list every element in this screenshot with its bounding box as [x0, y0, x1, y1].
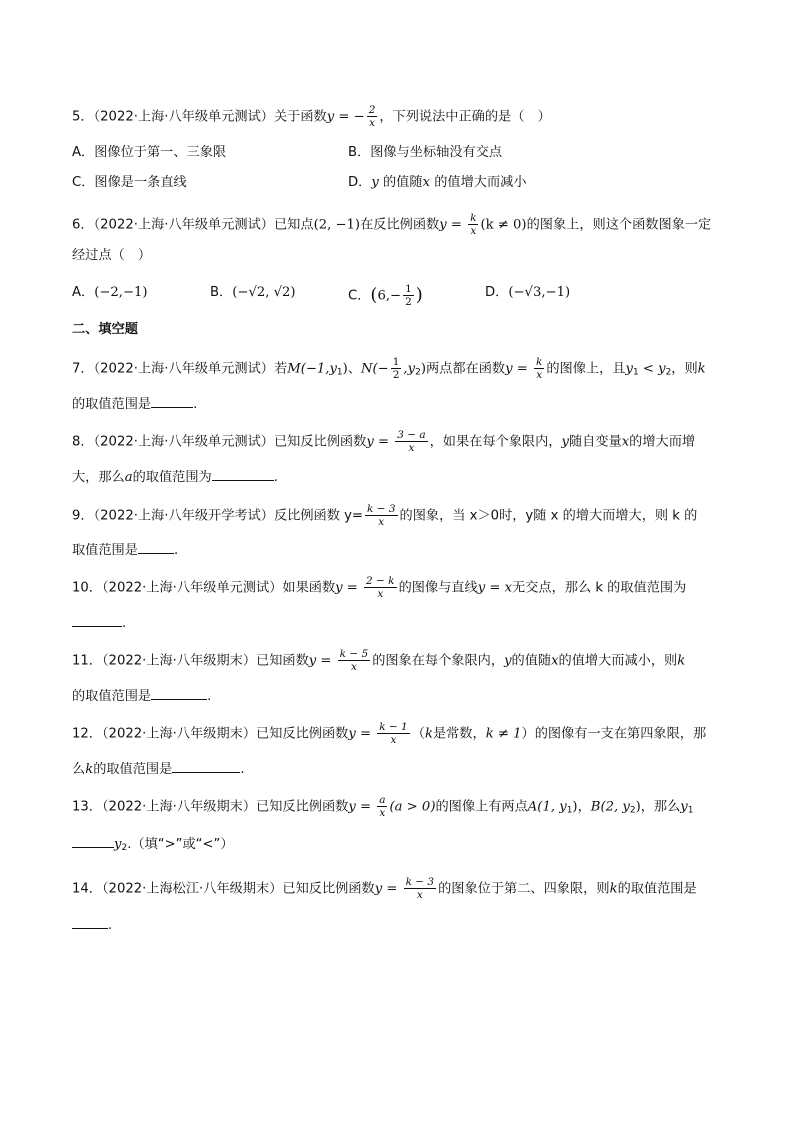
- question-13: [72, 794, 693, 821]
- question-text: 的值增大而减小，则: [558, 653, 678, 669]
- question-number: 10．: [72, 580, 102, 596]
- q6-option-d: [485, 283, 570, 303]
- condition: (a > 0): [389, 799, 436, 815]
- function-var: y: [374, 881, 383, 897]
- option-label: D．: [348, 175, 372, 190]
- q5-option-d: [348, 173, 527, 193]
- variable: x: [621, 434, 630, 450]
- question-text: ）的图像有一支在第四象限，那: [521, 726, 707, 742]
- question-text: 取值范围是: [72, 543, 138, 558]
- question-text: 么: [72, 762, 86, 777]
- variable: y: [114, 837, 122, 852]
- variable: y: [561, 434, 569, 450]
- variable: k: [697, 361, 706, 377]
- question-number: 5．: [72, 109, 94, 125]
- question-number: 7．: [72, 361, 94, 377]
- question-text: 是常数，: [432, 726, 486, 742]
- question-text: ，则: [671, 361, 698, 377]
- variable: y: [625, 361, 633, 377]
- question-text: 的取值范围为: [132, 470, 212, 485]
- answer-blank[interactable]: [138, 539, 174, 554]
- q6-option-c: [348, 283, 423, 308]
- question-text: 已知反比例函数: [282, 881, 375, 897]
- question-text: 若: [274, 361, 288, 377]
- question-text: 的图像上，且: [546, 361, 626, 377]
- option-label: A．: [72, 145, 95, 160]
- period: .: [207, 689, 212, 704]
- function-var: y: [366, 434, 374, 450]
- paren-close: ): [635, 799, 641, 815]
- period: .: [108, 918, 113, 933]
- equals-sign: =: [355, 799, 376, 815]
- question-text: 已知反比例函数: [256, 799, 349, 815]
- variable: k: [677, 653, 686, 669]
- question-source: （2022·上海·八年级期末）: [101, 653, 257, 669]
- question-text: 已知反比例函数: [274, 434, 367, 450]
- answer-blank[interactable]: [72, 612, 122, 627]
- subscript: 2: [629, 805, 636, 816]
- fraction: [367, 104, 378, 129]
- denominator: x: [408, 442, 415, 454]
- subscript: 1: [632, 367, 639, 378]
- function-var: y: [505, 361, 513, 377]
- question-text: 的增大而增: [629, 434, 696, 450]
- question-number: 12．: [72, 726, 102, 742]
- question-source: （2022·上海·八年级期末）: [101, 726, 257, 742]
- point-n-y: ,y: [403, 361, 416, 377]
- option-text: 的值增大而减小: [430, 175, 527, 190]
- question-13-line2: [72, 833, 234, 858]
- numerator: k − 1: [379, 721, 408, 733]
- point-n: N(−: [361, 361, 389, 377]
- numerator: k: [470, 212, 477, 224]
- numerator: k − 3: [405, 876, 435, 888]
- section-title: 二、填空题: [72, 322, 138, 337]
- fraction: [377, 721, 410, 746]
- question-7-line2: [72, 393, 197, 415]
- variable: y: [371, 175, 379, 190]
- equals-sign: =: [342, 580, 363, 596]
- question-number: 6．: [72, 217, 94, 233]
- numerator: 2: [368, 104, 376, 116]
- subscript: 1: [687, 805, 694, 816]
- option-label: A．: [72, 285, 95, 300]
- period: .: [273, 470, 278, 485]
- variable: a: [124, 470, 133, 485]
- variable: k: [85, 762, 94, 777]
- q6-option-a: [72, 283, 148, 303]
- fraction: [377, 794, 387, 819]
- equals-sign: =: [512, 361, 532, 377]
- question-9-line2: [72, 539, 178, 561]
- denominator: x: [350, 661, 357, 673]
- question-text: 无交点，那么 k 的取值范围为: [512, 580, 687, 596]
- question-text: 的图像上有两点: [435, 799, 528, 815]
- function-var: y: [335, 580, 343, 596]
- question-10: [72, 575, 686, 600]
- function-var: y: [326, 109, 335, 125]
- question-text: 的取值范围是: [93, 762, 173, 777]
- option-label: C．: [72, 175, 95, 190]
- subscript: 2: [121, 843, 128, 853]
- question-source: （2022·上海·八年级单元测试）: [93, 434, 274, 450]
- question-number: 13．: [72, 799, 102, 815]
- period: .: [122, 616, 127, 631]
- question-text: 如果函数: [282, 580, 336, 596]
- subscript: 2: [415, 367, 421, 378]
- question-text: 大，那么: [72, 470, 125, 485]
- question-text: 在反比例函数: [360, 217, 440, 233]
- denominator: x: [378, 516, 385, 528]
- function-var: y: [348, 799, 356, 815]
- question-source: （2022·上海·八年级单元测试）: [101, 580, 283, 596]
- question-number: 11．: [72, 653, 102, 669]
- question-text: 已知函数: [256, 653, 309, 669]
- answer-blank[interactable]: [172, 758, 240, 773]
- paren-close: ): [572, 799, 578, 815]
- question-7: [72, 356, 706, 383]
- q5-option-a: [72, 143, 226, 163]
- variable: k: [609, 881, 618, 897]
- fraction: [403, 283, 414, 308]
- question-text: 的取值范围是: [617, 881, 697, 897]
- denominator: 2: [392, 369, 400, 381]
- equals-sign: =: [316, 653, 336, 669]
- question-text: 的取值范围是: [72, 689, 152, 704]
- question-number: 14．: [72, 881, 102, 897]
- answer-blank[interactable]: [212, 466, 274, 481]
- option-text: 图像位于第一、三象限: [94, 145, 227, 160]
- option-text: (−√3,−1): [508, 285, 571, 300]
- fraction: [395, 429, 427, 454]
- question-text: 经过点（ ）: [72, 248, 152, 263]
- subscript: 1: [566, 805, 573, 816]
- answer-blank[interactable]: [151, 685, 207, 700]
- denominator: x: [369, 117, 375, 129]
- question-11-line2: [72, 685, 211, 707]
- option-text: 图像是一条直线: [94, 175, 187, 190]
- question-8: [72, 429, 695, 454]
- subscript: 1: [336, 367, 343, 378]
- line-equation: y = x: [477, 580, 513, 596]
- question-text: 的图像与直线: [398, 580, 478, 596]
- question-9: [72, 503, 697, 528]
- paren-close: ): [415, 284, 423, 306]
- question-text: 关于函数: [274, 109, 327, 125]
- option-text: (−2,−1): [94, 285, 148, 300]
- function-var: y: [308, 653, 317, 669]
- condition: (k ≠ 0): [480, 217, 527, 233]
- question-source: （2022·上海松江·八年级期末）: [101, 881, 283, 897]
- question-text: 已知点: [274, 217, 314, 233]
- point-m: M(−1,y: [287, 361, 337, 377]
- variable: x: [422, 175, 430, 190]
- question-source: （2022·上海·八年级单元测试）: [93, 217, 274, 233]
- option-label: C．: [348, 288, 371, 304]
- question-text: ，那么: [640, 799, 681, 815]
- question-12: [72, 721, 706, 746]
- question-number: 9．: [72, 508, 94, 524]
- question-text: ，如果在每个象限内，: [429, 434, 562, 450]
- option-text: (−√2, √2): [232, 285, 296, 300]
- denominator: x: [390, 734, 397, 746]
- option-label: B．: [210, 285, 233, 300]
- function-var: y: [348, 726, 356, 742]
- denominator: x: [416, 889, 423, 901]
- question-text: （: [411, 726, 425, 742]
- denominator: x: [377, 588, 384, 600]
- fraction: [338, 648, 371, 673]
- fraction: [364, 575, 397, 600]
- question-text: .（填“>”或“<”）: [127, 837, 234, 852]
- period: .: [193, 397, 198, 412]
- denominator: x: [379, 807, 386, 819]
- question-text: 的图象位于第二、四象限，则: [438, 881, 610, 897]
- question-text: 的图象在每个象限内，: [372, 653, 505, 669]
- question-text: 的值随: [511, 653, 552, 669]
- question-source: （2022·上海·八年级单元测试）: [93, 109, 274, 125]
- numerator: k − 3: [366, 503, 396, 515]
- question-6-line2: [72, 246, 151, 266]
- question-text: 反比例函数 y=: [274, 508, 363, 524]
- question-source: （2022·上海·八年级单元测试）: [93, 361, 274, 377]
- point-a: A(1, y: [527, 799, 567, 815]
- point: (2, −1): [313, 217, 361, 233]
- question-text: 随自变量: [568, 434, 622, 450]
- function-var: y: [439, 217, 447, 233]
- equals-sign: =: [382, 881, 402, 897]
- equals-sign: =: [446, 217, 467, 233]
- fraction: [468, 212, 478, 237]
- fraction: [391, 356, 402, 381]
- question-text: 的取值范围是: [72, 397, 152, 412]
- question-11: [72, 648, 685, 673]
- condition: k ≠ 1: [485, 726, 522, 742]
- answer-blank[interactable]: [72, 914, 108, 929]
- question-text: 的图象上，则这个函数图象一定: [526, 217, 712, 233]
- fraction: [365, 503, 398, 528]
- q5-option-c: [72, 173, 187, 193]
- variable: k: [424, 726, 433, 742]
- fraction: [534, 356, 544, 381]
- q6-option-b: [210, 283, 296, 303]
- option-text: 的值随: [378, 175, 423, 190]
- equals-sign: = −: [334, 109, 365, 125]
- question-14-line2: [72, 914, 112, 936]
- question-text: 的图象，当 x＞0时，y随 x 的增大而增大，则 k 的: [399, 508, 698, 524]
- inequality: < y: [638, 361, 666, 377]
- fraction: [404, 876, 437, 901]
- numerator: 2 − k: [366, 575, 395, 587]
- numerator: 1: [405, 283, 412, 295]
- paren-open: (: [370, 284, 378, 306]
- equals-sign: =: [355, 726, 376, 742]
- variable: y: [504, 653, 512, 669]
- question-text: 两点都在函数: [425, 361, 506, 377]
- question-text: ，下列说法中正确的是（ ）: [379, 109, 551, 125]
- period: .: [240, 762, 245, 777]
- question-14: [72, 876, 697, 901]
- answer-blank[interactable]: [72, 833, 114, 848]
- equals-sign: =: [373, 434, 394, 450]
- numerator: 1: [392, 356, 400, 368]
- paren-close: ): [342, 361, 348, 377]
- denominator: x: [470, 225, 477, 237]
- question-10-line2: [72, 612, 126, 634]
- question-8-line2: [72, 466, 278, 488]
- numerator: 3 − a: [397, 429, 426, 441]
- subscript: 2: [665, 367, 672, 378]
- variable: y: [680, 799, 688, 815]
- numerator: a: [379, 794, 386, 806]
- question-source: （2022·上海·八年级期末）: [101, 799, 257, 815]
- paren-close: ): [420, 361, 426, 377]
- question-number: 8．: [72, 434, 94, 450]
- numerator: k: [535, 356, 543, 368]
- period: .: [173, 543, 179, 558]
- option-text: 6,−: [377, 288, 402, 304]
- variable: x: [551, 653, 559, 669]
- point-b: B(2, y: [590, 799, 630, 815]
- question-source: （2022·上海·八年级开学考试）: [93, 508, 274, 524]
- option-label: B．: [348, 145, 371, 160]
- denominator: x: [536, 369, 543, 381]
- question-12-line2: [72, 758, 245, 780]
- question-text: 已知反比例函数: [256, 726, 349, 742]
- denominator: 2: [405, 296, 412, 308]
- answer-blank[interactable]: [151, 393, 193, 408]
- option-text: 图像与坐标轴没有交点: [370, 145, 503, 160]
- separator: ，: [577, 799, 591, 815]
- question-6: [72, 212, 711, 237]
- numerator: k − 5: [339, 648, 369, 660]
- question-5: [72, 104, 551, 129]
- q5-option-b: [348, 143, 502, 163]
- separator: 、: [347, 361, 361, 377]
- option-label: D．: [485, 285, 509, 300]
